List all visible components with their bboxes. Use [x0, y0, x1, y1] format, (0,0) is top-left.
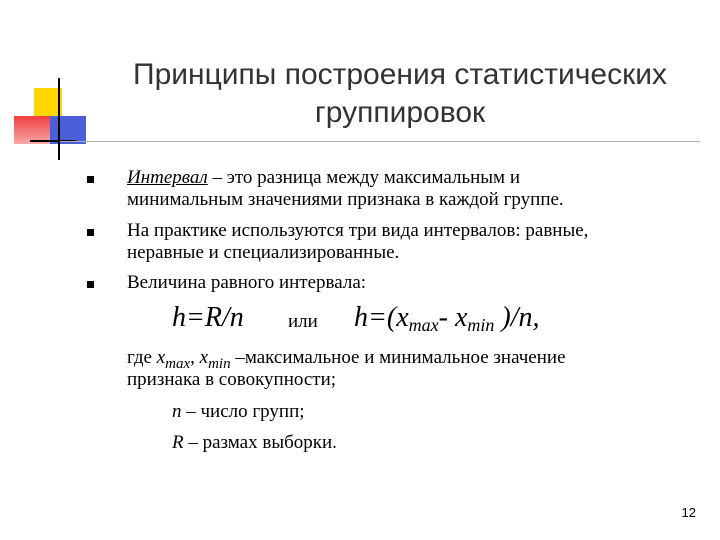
- bullet-marker-3: [87, 281, 94, 288]
- bullet-2-line-1: На практике используются три вида интервалов: равные,: [127, 220, 589, 241]
- n-definition: n – число групп;: [172, 401, 305, 422]
- page-number: 12: [681, 505, 696, 520]
- bullet-3-line-1: Величина равного интервала:: [127, 272, 367, 293]
- bullet-marker-1: [87, 176, 94, 183]
- formula-connector: или: [288, 311, 318, 332]
- bullet-2-line-2: неравные и специализированные.: [127, 242, 400, 263]
- bullet-marker-2: [87, 229, 94, 236]
- formula-left: h=R/n: [172, 302, 244, 333]
- where-line-1: где $x_{max}$, $x_{min}$ –максимальное и минимальное значение: [127, 347, 566, 372]
- slide-title: [100, 56, 700, 132]
- bullet-1-line-1: [127, 167, 520, 189]
- where-line-2: признака в совокупности;: [127, 369, 337, 390]
- r-definition: R – размах выборки.: [172, 432, 337, 453]
- interval-definition: – это разница между максимальным и: [207, 167, 521, 188]
- decor-vertical-line: [58, 78, 60, 160]
- interval-term: Интервал: [127, 167, 208, 188]
- title-line-1: Принципы построения статистических: [133, 58, 667, 91]
- formula-right: $h=(x_{max}-$ $x_{min}$ )/n,: [354, 302, 540, 335]
- decor-divider-line: [60, 141, 700, 142]
- title-line-2: группировок: [314, 96, 486, 129]
- bullet-1-line-2: минимальным значениями признака в каждой группе.: [127, 189, 564, 210]
